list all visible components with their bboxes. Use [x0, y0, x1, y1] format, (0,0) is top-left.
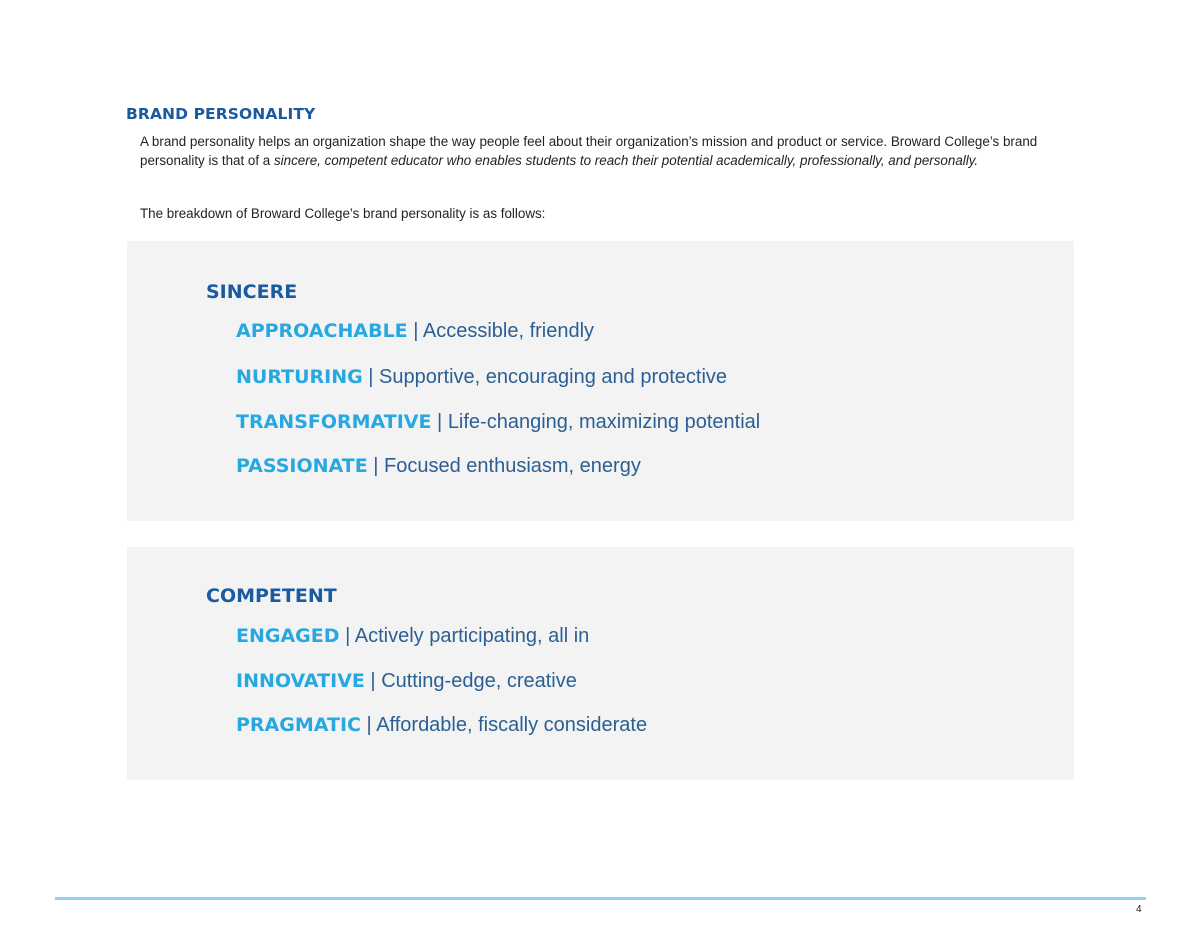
intro-paragraph: [140, 133, 1070, 170]
section-title: BRAND PERSONALITY: [126, 105, 316, 123]
page-number: 4: [1136, 904, 1142, 915]
trait-term: INNOVATIVE: [236, 670, 365, 692]
trait-separator: |: [362, 366, 380, 388]
intro-text: A brand personality helps an organization shape the way people feel about their organization’s mission and product or service. Broward College’s brand personality is that of a: [140, 134, 1038, 168]
trait-separator: |: [431, 411, 448, 433]
trait-separator: |: [360, 714, 377, 736]
breakdown-text: The breakdown of Broward College’s brand personality is as follows:: [140, 206, 546, 221]
trait-term: PRAGMATIC: [236, 714, 361, 736]
footer-rule: [55, 897, 1146, 900]
trait-separator: |: [339, 625, 355, 647]
trait-item: [236, 410, 760, 434]
trait-term: PASSIONATE: [236, 455, 368, 477]
trait-item: [236, 669, 577, 693]
competent-panel: [127, 547, 1074, 780]
trait-description: Accessible, friendly: [422, 320, 595, 342]
trait-term: APPROACHABLE: [236, 320, 408, 342]
trait-item: [236, 624, 589, 648]
trait-item: [236, 454, 641, 478]
trait-term: ENGAGED: [236, 625, 340, 647]
trait-separator: |: [407, 320, 423, 342]
sincere-panel: [127, 241, 1074, 521]
trait-description: Cutting-edge, creative: [381, 670, 577, 692]
sincere-heading: SINCERE: [206, 281, 298, 303]
trait-item: [236, 319, 594, 343]
trait-term: NURTURING: [236, 366, 363, 388]
trait-term: TRANSFORMATIVE: [236, 411, 432, 433]
trait-description: Actively participating, all in: [354, 625, 590, 647]
trait-description: Supportive, encouraging and protective: [379, 366, 728, 388]
intro-italic-text: sincere, competent educator who enables students to reach their potential academically, professionally, and personally.: [273, 152, 979, 168]
trait-description: Affordable, fiscally considerate: [376, 714, 648, 736]
trait-description: Life-changing, maximizing potential: [447, 411, 761, 433]
trait-separator: |: [364, 670, 382, 692]
trait-item: [236, 365, 727, 389]
trait-item: [236, 713, 647, 737]
trait-separator: |: [367, 455, 385, 477]
trait-description: Focused enthusiasm, energy: [384, 455, 641, 477]
competent-heading: COMPETENT: [206, 585, 337, 607]
